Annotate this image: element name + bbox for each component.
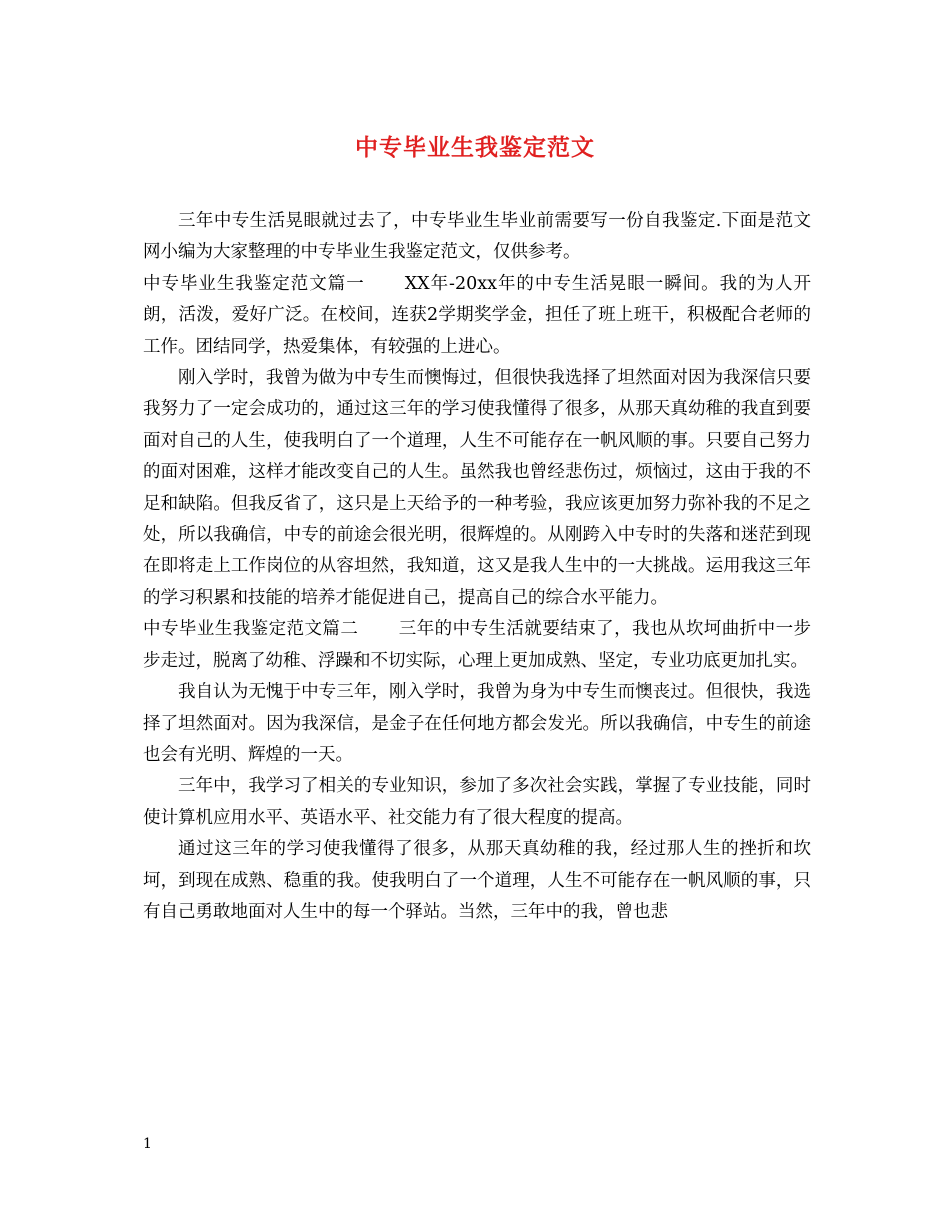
body-paragraph: 通过这三年的学习使我懂得了很多，从那天真幼稚的我，经过那人生的挫折和坎坷，到现在成熟、稳重的我。使我明白了一个道理，人生不可能存在一帆风顺的事，只有自己勇敢地面对人生中的每一个驿站。当然，三年中的我，曾也悲: [143, 839, 811, 922]
body-paragraph: 刚入学时，我曾为做为中专生而懊悔过，但很快我选择了坦然面对因为我深信只要我努力了一定会成功的，通过这三年的学习使我懂得了很多，从那天真幼稚的我直到要面对自己的人生，使我明白了一个道理，人生不可能存在一帆风顺的事。只要自己努力的面对困难，这样才能改变自己的人生。虽然我也曾经悲伤过，烦恼过，这由于我的不足和缺陷。但我反省了，这只是上天给予的一种考验，我应该更加努力弥补我的不足之处，所以我确信，中专的前途会很光明，很辉煌的。从刚跨入中专时的失落和迷茫到现在即将走上工作岗位的从容坦然，我知道，这又是我人生中的一大挑战。运用我这三年的学习积累和技能的培养才能促进自己，提高自己的综合水平能力。: [143, 368, 811, 608]
body-paragraph: 我自认为无愧于中专三年，刚入学时，我曾为身为中专生而懊丧过。但很快，我选择了坦然面对。因为我深信，是金子在任何地方都会发光。所以我确信，中专生的前途也会有光明、辉煌的一天。: [143, 682, 811, 765]
document-body: [143, 206, 811, 928]
section-two-paragraph: [143, 614, 811, 677]
body-paragraph: 三年中，我学习了相关的专业知识，参加了多次社会实践，掌握了专业技能，同时使计算机应用水平、英语水平、社交能力有了很大程度的提高。: [143, 776, 811, 828]
section-one-text: XX年-20xx年的中专生活晃眼一瞬间。我的为人开朗，活泼，爱好广泛。在校间，连获2学期奖学金，担任了班上班干，积极配合老师的工作。团结同学，热爱集体，有较强的上进心。: [143, 273, 812, 357]
section-one-paragraph: [143, 269, 811, 363]
intro-paragraph: 三年中专生活晃眼就过去了，中专毕业生毕业前需要写一份自我鉴定.下面是范文网小编为大家整理的中专毕业生我鉴定范文，仅供参考。: [143, 211, 811, 263]
page-number: 1: [143, 1136, 152, 1152]
document-title: 中专毕业生我鉴定范文: [355, 134, 595, 161]
section-two-text: 三年的中专生活就要结束了，我也从坎坷曲折中一步步走过，脱离了幼稚、浮躁和不切实际，心理上更加成熟、坚定，专业功底更加扎实。: [143, 619, 812, 671]
section-one-heading: 中专毕业生我鉴定范文篇一: [143, 273, 365, 294]
section-two-heading: 中专毕业生我鉴定范文篇二: [143, 619, 359, 640]
